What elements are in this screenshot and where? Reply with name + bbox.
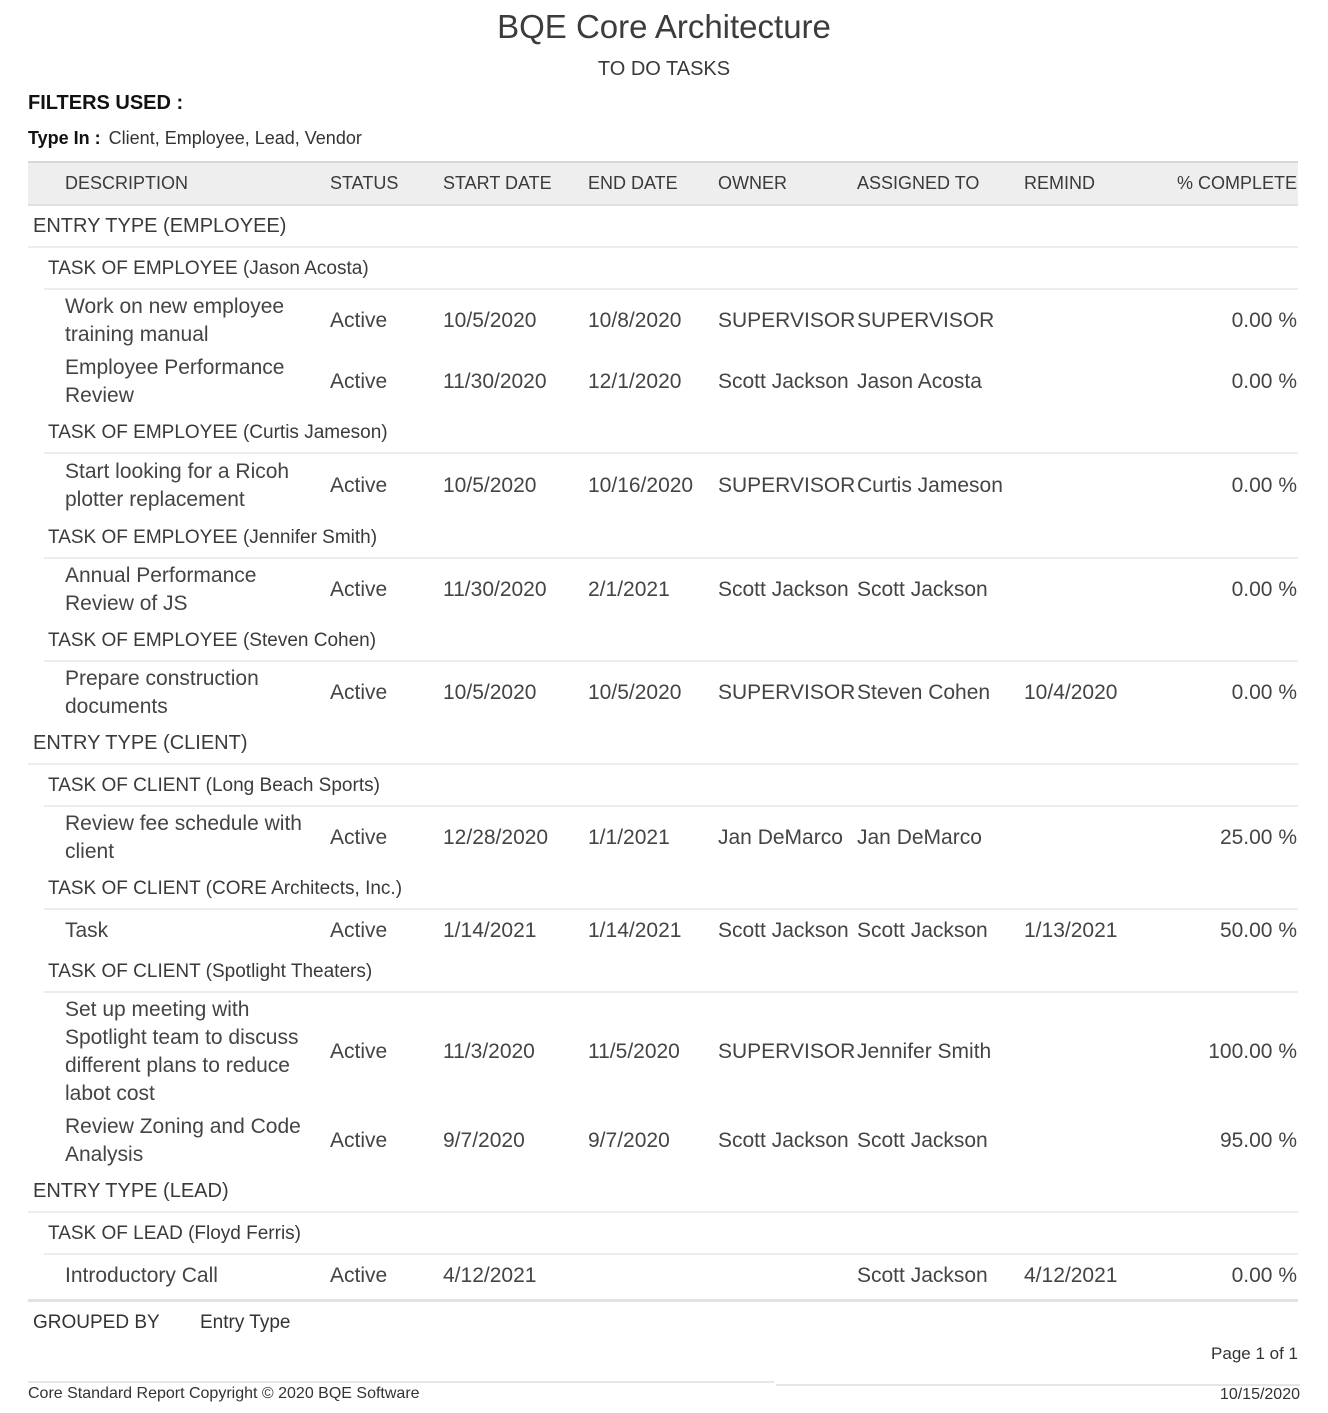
cell-end-date: 9/7/2020	[588, 1129, 670, 1152]
cell-pct-complete: 95.00 %	[1219, 1129, 1297, 1152]
cell-pct-complete: 0.00 %	[1231, 473, 1297, 497]
entry-type-label: ENTRY TYPE (CLIENT)	[33, 732, 248, 754]
cell-end-date: 1/14/2021	[588, 918, 682, 942]
cell-end-date: 10/5/2020	[588, 680, 682, 704]
cell-description: Work on new employee training manual	[65, 294, 285, 346]
cell-end-date: 11/5/2020	[588, 1040, 680, 1063]
task-group-label: TASK OF EMPLOYEE (Jennifer Smith)	[48, 527, 378, 548]
table-row[interactable]	[44, 993, 1298, 1111]
cell-status: Active	[330, 1040, 388, 1063]
cell-pct-complete: 25.00 %	[1219, 825, 1297, 849]
cell-owner: Scott Jackson	[718, 577, 849, 601]
task-group-heading	[44, 1213, 1298, 1255]
filter-type-in	[28, 128, 362, 149]
header-description[interactable]: DESCRIPTION	[65, 173, 189, 193]
footer-divider	[28, 1381, 774, 1383]
cell-description: Set up meeting with Spotlight team to discuss different plans to reduce labot cost	[65, 998, 299, 1105]
header-assigned-to[interactable]: ASSIGNED TO	[857, 173, 980, 193]
company-title: BQE Core Architecture	[497, 8, 831, 45]
cell-owner: SUPERVISOR	[718, 680, 856, 704]
cell-status: Active	[330, 308, 388, 332]
cell-pct-complete: 0.00 %	[1231, 680, 1297, 704]
cell-pct-complete: 0.00 %	[1231, 369, 1297, 393]
cell-status: Active	[330, 918, 388, 942]
cell-owner: Jan DeMarco	[718, 825, 843, 849]
cell-description: Introductory Call	[65, 1263, 218, 1287]
print-date: 10/15/2020	[1219, 1386, 1300, 1403]
entry-type-label: ENTRY TYPE (LEAD)	[33, 1180, 229, 1202]
cell-status: Active	[330, 1263, 388, 1287]
cell-owner: Scott Jackson	[718, 918, 849, 942]
cell-description: Prepare construction documents	[65, 666, 259, 718]
task-group-heading	[44, 951, 1298, 993]
cell-pct-complete: 50.00 %	[1219, 918, 1297, 942]
table-row[interactable]	[44, 454, 1298, 517]
table-row[interactable]	[44, 1255, 1298, 1296]
task-group-heading	[44, 248, 1298, 290]
header-start-date[interactable]: START DATE	[443, 173, 552, 193]
cell-status: Active	[330, 680, 388, 704]
grouped-by-value: Entry Type	[200, 1312, 291, 1333]
table-row[interactable]	[44, 1111, 1298, 1171]
task-group-label: TASK OF CLIENT (Long Beach Sports)	[48, 775, 380, 796]
cell-description: Employee Performance Review	[65, 355, 285, 407]
cell-description: Task	[65, 918, 109, 942]
cell-assigned-to: Scott Jackson	[857, 1263, 988, 1287]
cell-pct-complete: 0.00 %	[1231, 577, 1297, 601]
table-row[interactable]	[44, 559, 1298, 620]
cell-description: Start looking for a Ricoh plotter replacement	[65, 459, 290, 511]
cell-end-date: 10/8/2020	[588, 308, 682, 332]
cell-assigned-to: Curtis Jameson	[857, 473, 1003, 497]
cell-owner: SUPERVISOR	[718, 1040, 856, 1063]
header-remind[interactable]: REMIND	[1024, 173, 1095, 193]
cell-status: Active	[330, 369, 388, 393]
table-row[interactable]	[44, 662, 1298, 723]
cell-description: Review fee schedule with client	[65, 811, 302, 863]
cell-assigned-to: Scott Jackson	[857, 577, 988, 601]
cell-description: Review Zoning and Code Analysis	[65, 1115, 301, 1166]
header-end-date[interactable]: END DATE	[588, 173, 678, 193]
cell-remind: 4/12/2021	[1024, 1263, 1118, 1287]
cell-start-date: 9/7/2020	[443, 1129, 525, 1152]
cell-start-date: 11/30/2020	[443, 369, 547, 393]
cell-start-date: 10/5/2020	[443, 473, 537, 497]
task-group-label: TASK OF EMPLOYEE (Steven Cohen)	[48, 630, 377, 651]
header-pct-complete[interactable]: % COMPLETE	[1176, 173, 1297, 193]
cell-end-date: 1/1/2021	[588, 825, 670, 849]
cell-start-date: 12/28/2020	[443, 825, 549, 849]
cell-assigned-to: Scott Jackson	[857, 1129, 988, 1152]
entry-type-heading	[28, 206, 1298, 248]
table-row[interactable]	[44, 807, 1298, 868]
task-group-heading	[44, 620, 1298, 662]
cell-status: Active	[330, 473, 388, 497]
filter-value: Client, Employee, Lead, Vendor	[108, 128, 362, 148]
task-group-heading	[44, 412, 1298, 454]
cell-remind: 10/4/2020	[1024, 680, 1118, 704]
cell-end-date: 10/16/2020	[588, 473, 694, 497]
task-report-table	[28, 161, 1298, 1296]
cell-end-date: 12/1/2020	[588, 369, 682, 393]
cell-owner: Scott Jackson	[718, 1129, 849, 1152]
header-status[interactable]: STATUS	[330, 173, 399, 193]
report-bottom-divider	[28, 1299, 1298, 1302]
cell-owner: SUPERVISOR	[718, 473, 856, 497]
task-group-label: TASK OF EMPLOYEE (Curtis Jameson)	[48, 422, 388, 443]
cell-assigned-to: Steven Cohen	[857, 680, 991, 704]
table-row[interactable]	[44, 290, 1298, 351]
report-title: TO DO TASKS	[597, 58, 731, 80]
cell-pct-complete: 0.00 %	[1231, 308, 1297, 332]
cell-pct-complete: 0.00 %	[1231, 1263, 1297, 1287]
cell-owner: SUPERVISOR	[718, 308, 856, 332]
cell-remind: 1/13/2021	[1024, 918, 1118, 942]
task-group-label: TASK OF LEAD (Floyd Ferris)	[48, 1223, 302, 1244]
cell-start-date: 10/5/2020	[443, 680, 537, 704]
entry-type-heading	[28, 723, 1298, 765]
entry-type-label: ENTRY TYPE (EMPLOYEE)	[33, 215, 287, 237]
cell-status: Active	[330, 577, 388, 601]
cell-status: Active	[330, 1129, 388, 1152]
cell-start-date: 11/30/2020	[443, 577, 547, 601]
cell-owner: Scott Jackson	[718, 369, 849, 393]
table-row[interactable]	[44, 351, 1298, 412]
page-number: Page 1 of 1	[1211, 1344, 1298, 1363]
cell-start-date: 1/14/2021	[443, 918, 537, 942]
task-group-label: TASK OF CLIENT (CORE Architects, Inc.)	[48, 878, 403, 899]
task-group-label: TASK OF CLIENT (Spotlight Theaters)	[48, 961, 373, 982]
cell-end-date: 2/1/2021	[588, 577, 670, 601]
cell-assigned-to: Jan DeMarco	[857, 825, 982, 849]
task-group-heading	[44, 868, 1298, 910]
cell-assigned-to: Scott Jackson	[857, 918, 988, 942]
cell-pct-complete: 100.00 %	[1208, 1040, 1297, 1063]
grouped-by-label: GROUPED BY	[33, 1312, 160, 1333]
task-group-label: TASK OF EMPLOYEE (Jason Acosta)	[48, 258, 369, 279]
filter-key: Type In :	[28, 128, 101, 148]
cell-start-date: 10/5/2020	[443, 308, 537, 332]
cell-assigned-to: SUPERVISOR	[857, 308, 995, 332]
table-header	[28, 161, 1298, 206]
table-row[interactable]	[44, 910, 1298, 951]
cell-start-date: 4/12/2021	[443, 1263, 537, 1287]
cell-status: Active	[330, 825, 388, 849]
cell-assigned-to: Jennifer Smith	[857, 1040, 992, 1063]
header-owner[interactable]: OWNER	[718, 173, 787, 193]
copyright-text: Core Standard Report Copyright © 2020 BQE Software	[28, 1385, 420, 1402]
task-group-heading	[44, 765, 1298, 807]
cell-start-date: 11/3/2020	[443, 1040, 535, 1063]
cell-assigned-to: Jason Acosta	[857, 369, 982, 393]
cell-description: Annual Performance Review of JS	[65, 563, 257, 615]
entry-type-heading	[28, 1171, 1298, 1213]
task-group-heading	[44, 517, 1298, 559]
filters-used-label: FILTERS USED :	[28, 92, 184, 114]
